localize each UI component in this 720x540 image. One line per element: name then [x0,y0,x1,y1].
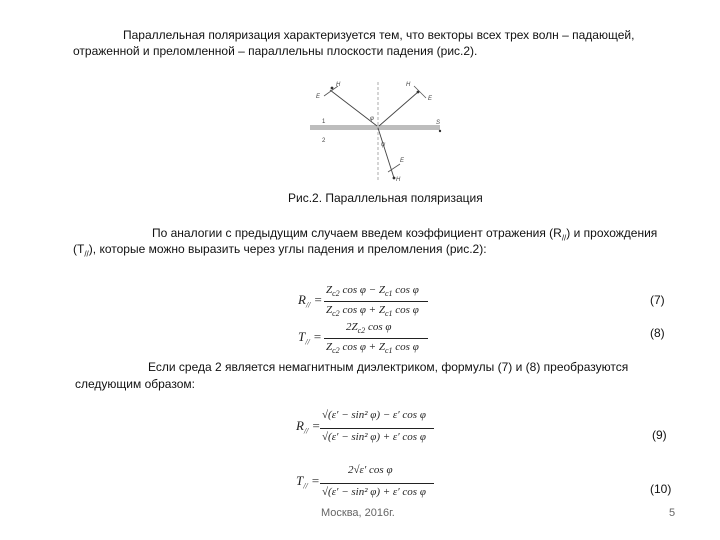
fig-label-medium-1: 1 [322,119,326,125]
equation-number-7: (7) [650,293,665,307]
paragraph-1-line-2: отраженной и преломленной – параллельны плоскости падения (рис.2). [73,44,478,58]
h-refracted-dot [393,177,396,180]
refracted-ray [378,128,394,178]
polarization-figure [300,78,460,186]
fig-label-h-reflected: H [406,82,411,88]
p2-line2-a: (T [73,242,85,256]
paragraph-2-line-2 [73,241,487,262]
fig-label-h-refracted: H [396,177,401,183]
interface-boundary [310,125,440,130]
p2-sub-t: // [84,249,89,259]
page-number: 5 [669,507,676,519]
p2-text-b: ) и прохождения [566,226,658,240]
e-reflected-vector [414,86,426,98]
figure-caption: Рис.2. Параллельная поляризация [288,191,483,205]
p2-sub-r: // [561,233,567,243]
fig-label-phi: φ [370,116,374,122]
formula-8: $T_{//}$ = $2Z_{c2}$ cos φ $Z_{c2}$ $\cos \varphi + Z_{c1}$ cos φ [298,321,438,357]
fig-label-s: S [436,120,441,126]
reflected-ray [379,92,418,126]
equation-number-10: (10) [650,482,672,496]
h-incident-dot [331,87,334,90]
formula-7: $R_{//}$ = $Z_{c2}$ $\cos \varphi - Z_{c1}$ cos φ $Z_{c2}$ $\cos \varphi + Z_{c1}$ cos φ [298,284,438,320]
p2-line2-b: ), которые можно выразить через углы падения и преломления (рис.2): [88,242,487,256]
formula-10: $T_{//}$ = 2√ε′ cos φ √(ε′ − sin² φ) + ε′ cos φ [296,463,446,503]
equation-number-8: (8) [650,326,665,340]
fig-label-medium-2: 2 [322,138,326,144]
equation-number-9: (9) [652,428,667,442]
fig-label-e-incident: E [316,94,321,100]
paragraph-1-line-1: Параллельная поляризация характеризуется тем, что векторы всех трех волн – падающей, [123,28,635,42]
paragraph-3-line-1: Если среда 2 является немагнитным диэлектриком, формулы (7) и (8) преобразуются [148,360,629,374]
h-reflected-dot [417,91,420,94]
paragraph-3-line-2: следующим образом: [75,377,195,391]
fig-label-h-incident: H [336,82,341,88]
fig-label-e-reflected: E [428,96,433,102]
formula-9: $R_{//}$ = √(ε′ − sin² φ) − ε′ cos φ √(ε′ − sin² φ) + ε′ cos φ [296,408,446,448]
fig-label-psi: ψ [381,142,386,148]
fig-label-e-refracted: E [400,158,405,164]
p2-text-a: По аналогии с предыдущим случаем введем коэффициент отражения (R [152,226,562,240]
footer-city-year: Москва, 2016г. [321,507,395,519]
s-dot [439,130,441,132]
